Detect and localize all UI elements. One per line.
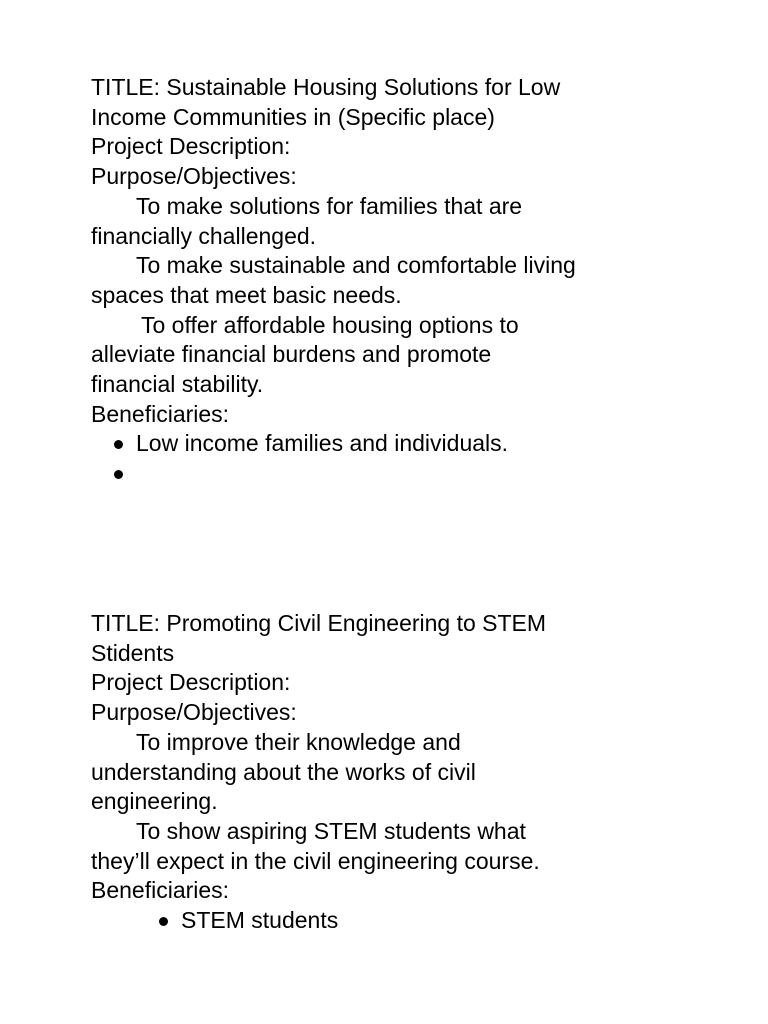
objective-text: understanding about the works of civil bbox=[91, 758, 476, 785]
objective-text: financially challenged. bbox=[91, 222, 317, 249]
bullet-icon bbox=[114, 470, 123, 479]
objective-text: To make sustainable and comfortable living bbox=[136, 252, 576, 279]
beneficiaries-label: Beneficiaries: bbox=[91, 400, 230, 427]
bullet-icon bbox=[159, 917, 168, 926]
project-title-line: TITLE: Promoting Civil Engineering to STEM bbox=[91, 610, 547, 636]
project-section-housing bbox=[91, 73, 691, 489]
project-description-label: Project Description: bbox=[91, 669, 291, 696]
bullet-icon bbox=[114, 440, 123, 449]
beneficiaries-label: Beneficiaries: bbox=[91, 877, 230, 904]
purpose-objectives-label: Purpose/Objectives: bbox=[91, 699, 297, 726]
objective-text: To offer affordable housing options to bbox=[141, 311, 519, 338]
project-section-civil-engineering bbox=[91, 609, 691, 936]
beneficiary-list-item bbox=[91, 429, 691, 459]
project-title-line: Income Communities in (Specific place) bbox=[91, 103, 495, 130]
beneficiary-list-item bbox=[91, 906, 691, 936]
objective-text: To make solutions for families that are bbox=[136, 192, 523, 219]
objective-text: engineering. bbox=[91, 788, 218, 815]
objective-text: To improve their knowledge and bbox=[136, 728, 461, 755]
project-title-line: TITLE: Sustainable Housing Solutions for Low bbox=[91, 74, 561, 100]
purpose-objectives-label: Purpose/Objectives: bbox=[91, 163, 297, 190]
objective-text: financial stability. bbox=[91, 371, 264, 398]
beneficiary-text: Low income families and individuals. bbox=[136, 430, 509, 457]
beneficiary-list-item bbox=[91, 459, 691, 489]
objective-text: To show aspiring STEM students what bbox=[136, 817, 526, 844]
beneficiary-text: STEM students bbox=[181, 907, 339, 934]
objective-text: spaces that meet basic needs. bbox=[91, 281, 402, 308]
objective-text: alleviate financial burdens and promote bbox=[91, 341, 492, 368]
objective-text: they’ll expect in the civil engineering course. bbox=[91, 847, 540, 874]
project-description-label: Project Description: bbox=[91, 133, 291, 160]
project-title-line: Stidents bbox=[91, 639, 175, 666]
